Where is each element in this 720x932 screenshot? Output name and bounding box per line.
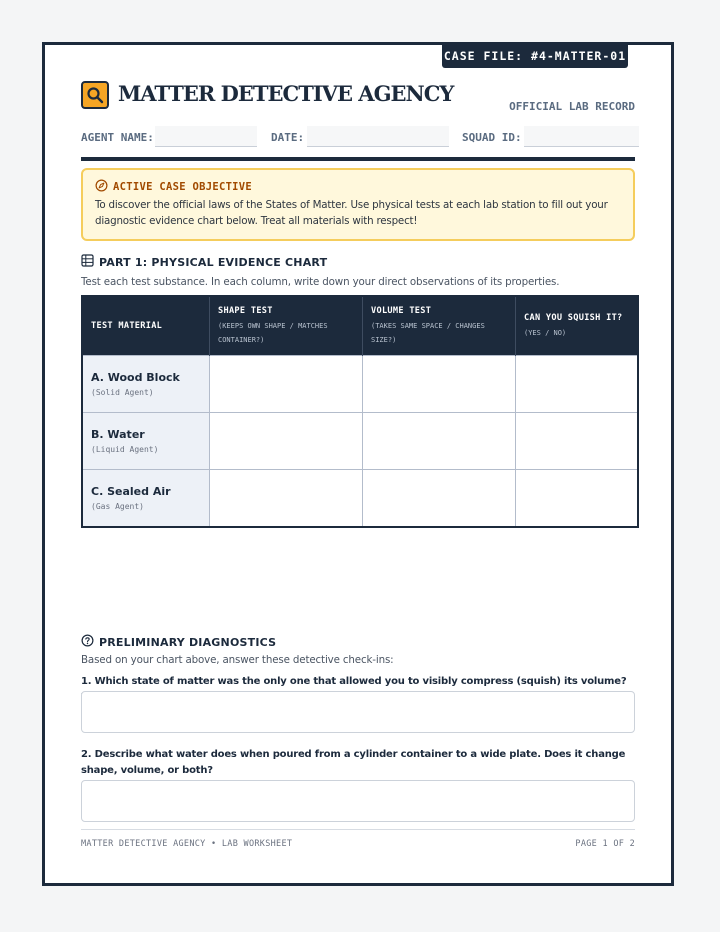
volume-answer-cell[interactable] xyxy=(363,413,516,470)
footer-page-number: PAGE 1 OF 2 xyxy=(575,839,635,849)
table-grid-icon xyxy=(81,254,94,270)
table-row xyxy=(82,470,638,528)
part1-title: PART 1: PHYSICAL EVIDENCE CHART xyxy=(99,255,328,269)
material-cell: C. Sealed Air (Gas Agent) xyxy=(82,470,210,528)
volume-answer-cell[interactable] xyxy=(363,356,516,413)
footer-left: MATTER DETECTIVE AGENCY • LAB WORKSHEET xyxy=(81,839,293,849)
column-header-squish: CAN YOU SQUISH IT? (YES / NO) xyxy=(516,296,639,356)
compass-icon xyxy=(95,179,108,195)
date-label: DATE: xyxy=(271,131,305,144)
volume-answer-cell[interactable] xyxy=(363,470,516,528)
official-lab-record: OFFICIAL LAB RECORD xyxy=(509,100,635,113)
column-header-volume: VOLUME TEST (TAKES SAME SPACE / CHANGES SIZE?) xyxy=(363,296,516,356)
column-header-material: TEST MATERIAL xyxy=(82,296,210,356)
footer-divider xyxy=(81,829,635,830)
part1-subtitle: Test each test substance. In each column, write down your direct observations of its properties. xyxy=(81,276,560,288)
table-row xyxy=(82,356,638,413)
objective-box xyxy=(81,168,635,241)
agent-name-label: AGENT NAME: xyxy=(81,131,154,144)
squad-id-field[interactable] xyxy=(524,126,639,147)
header-divider xyxy=(81,157,635,161)
material-cell: A. Wood Block (Solid Agent) xyxy=(82,356,210,413)
objective-title: ACTIVE CASE OBJECTIVE xyxy=(113,181,253,193)
agent-name-field[interactable] xyxy=(155,126,257,147)
squad-id-label: SQUAD ID: xyxy=(462,131,522,144)
objective-text: To discover the official laws of the States of Matter. Use physical tests at each lab station to fill out your diagnostic evidence chart below. Treat all materials with respect! xyxy=(95,199,608,227)
diagnostics-subtitle: Based on your chart above, answer these detective check-ins: xyxy=(81,654,394,666)
worksheet-page xyxy=(42,42,674,886)
answer-box-2[interactable] xyxy=(81,780,635,822)
help-circle-icon xyxy=(81,634,94,650)
evidence-header-row xyxy=(82,296,638,356)
column-header-shape: SHAPE TEST (KEEPS OWN SHAPE / MATCHES CONTAINER?) xyxy=(210,296,363,356)
diagnostics-heading xyxy=(81,634,276,650)
part1-heading xyxy=(81,254,327,270)
question-2: 2. Describe what water does when poured from a cylinder container to a wide plate. Does it change shape, volume, or both? xyxy=(81,749,626,776)
magnifier-icon xyxy=(81,81,109,109)
agency-title: MATTER DETECTIVE AGENCY xyxy=(118,81,454,106)
evidence-chart xyxy=(81,295,639,528)
answer-box-1[interactable] xyxy=(81,691,635,733)
squish-answer-cell[interactable] xyxy=(516,470,639,528)
date-field[interactable] xyxy=(307,126,449,147)
question-1: 1. Which state of matter was the only one that allowed you to visibly compress (squish) its volume? xyxy=(81,676,627,687)
shape-answer-cell[interactable] xyxy=(210,470,363,528)
squish-answer-cell[interactable] xyxy=(516,356,639,413)
diagnostics-title: PRELIMINARY DIAGNOSTICS xyxy=(99,635,277,649)
material-cell: B. Water (Liquid Agent) xyxy=(82,413,210,470)
shape-answer-cell[interactable] xyxy=(210,413,363,470)
table-row xyxy=(82,413,638,470)
squish-answer-cell[interactable] xyxy=(516,413,639,470)
shape-answer-cell[interactable] xyxy=(210,356,363,413)
case-file-tab: CASE FILE: #4-MATTER-01 xyxy=(442,44,628,68)
